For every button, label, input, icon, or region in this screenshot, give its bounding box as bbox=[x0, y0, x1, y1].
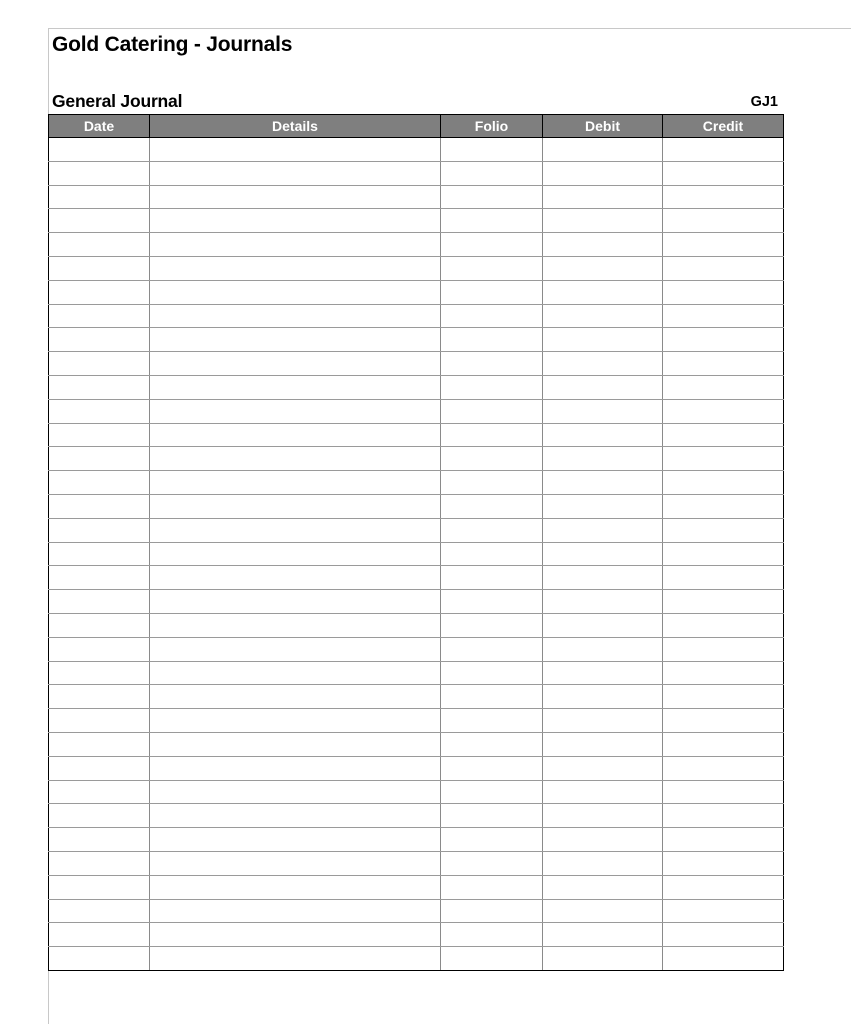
cell-debit[interactable] bbox=[543, 709, 663, 733]
cell-folio[interactable] bbox=[441, 447, 543, 471]
journal-header-row bbox=[49, 115, 784, 138]
cell-debit[interactable] bbox=[543, 138, 663, 162]
cell-debit[interactable] bbox=[543, 209, 663, 233]
journal-table bbox=[48, 114, 784, 971]
cell-details[interactable] bbox=[150, 613, 441, 637]
cell-date[interactable] bbox=[49, 518, 150, 542]
cell-credit[interactable] bbox=[663, 399, 784, 423]
cell-date[interactable] bbox=[49, 256, 150, 280]
table-row bbox=[49, 756, 784, 780]
cell-details[interactable] bbox=[150, 590, 441, 614]
cell-debit[interactable] bbox=[543, 851, 663, 875]
cell-folio[interactable] bbox=[441, 328, 543, 352]
cell-credit[interactable] bbox=[663, 756, 784, 780]
table-row bbox=[49, 375, 784, 399]
column-header-credit: Credit bbox=[663, 115, 784, 138]
cell-date[interactable] bbox=[49, 923, 150, 947]
cell-debit[interactable] bbox=[543, 233, 663, 257]
cell-details[interactable] bbox=[150, 923, 441, 947]
cell-folio[interactable] bbox=[441, 804, 543, 828]
cell-details[interactable] bbox=[150, 304, 441, 328]
cell-folio[interactable] bbox=[441, 423, 543, 447]
cell-credit[interactable] bbox=[663, 494, 784, 518]
cell-debit[interactable] bbox=[543, 685, 663, 709]
cell-details[interactable] bbox=[150, 542, 441, 566]
table-row bbox=[49, 590, 784, 614]
cell-date[interactable] bbox=[49, 447, 150, 471]
cell-credit[interactable] bbox=[663, 256, 784, 280]
cell-date[interactable] bbox=[49, 732, 150, 756]
cell-folio[interactable] bbox=[441, 685, 543, 709]
cell-date[interactable] bbox=[49, 851, 150, 875]
cell-credit[interactable] bbox=[663, 875, 784, 899]
cell-folio[interactable] bbox=[441, 375, 543, 399]
cell-details[interactable] bbox=[150, 899, 441, 923]
cell-credit[interactable] bbox=[663, 233, 784, 257]
cell-date[interactable] bbox=[49, 661, 150, 685]
cell-folio[interactable] bbox=[441, 875, 543, 899]
cell-details[interactable] bbox=[150, 328, 441, 352]
cell-folio[interactable] bbox=[441, 233, 543, 257]
cell-folio[interactable] bbox=[441, 851, 543, 875]
cell-credit[interactable] bbox=[663, 471, 784, 495]
table-row bbox=[49, 947, 784, 971]
table-row bbox=[49, 804, 784, 828]
table-row bbox=[49, 161, 784, 185]
cell-debit[interactable] bbox=[543, 161, 663, 185]
cell-credit[interactable] bbox=[663, 375, 784, 399]
cell-details[interactable] bbox=[150, 280, 441, 304]
cell-folio[interactable] bbox=[441, 542, 543, 566]
cell-credit[interactable] bbox=[663, 637, 784, 661]
column-header-date: Date bbox=[49, 115, 150, 138]
table-row bbox=[49, 518, 784, 542]
cell-debit[interactable] bbox=[543, 185, 663, 209]
cell-credit[interactable] bbox=[663, 685, 784, 709]
cell-debit[interactable] bbox=[543, 471, 663, 495]
cell-folio[interactable] bbox=[441, 352, 543, 376]
cell-folio[interactable] bbox=[441, 899, 543, 923]
cell-details[interactable] bbox=[150, 637, 441, 661]
cell-debit[interactable] bbox=[543, 780, 663, 804]
cell-debit[interactable] bbox=[543, 328, 663, 352]
table-row bbox=[49, 447, 784, 471]
cell-details[interactable] bbox=[150, 709, 441, 733]
table-row bbox=[49, 328, 784, 352]
cell-date[interactable] bbox=[49, 756, 150, 780]
cell-date[interactable] bbox=[49, 875, 150, 899]
cell-debit[interactable] bbox=[543, 518, 663, 542]
cell-details[interactable] bbox=[150, 352, 441, 376]
cell-folio[interactable] bbox=[441, 138, 543, 162]
cell-credit[interactable] bbox=[663, 518, 784, 542]
table-row bbox=[49, 923, 784, 947]
cell-credit[interactable] bbox=[663, 209, 784, 233]
cell-details[interactable] bbox=[150, 947, 441, 971]
cell-credit[interactable] bbox=[663, 804, 784, 828]
cell-details[interactable] bbox=[150, 209, 441, 233]
cell-debit[interactable] bbox=[543, 399, 663, 423]
cell-folio[interactable] bbox=[441, 947, 543, 971]
cell-folio[interactable] bbox=[441, 590, 543, 614]
cell-date[interactable] bbox=[49, 138, 150, 162]
cell-folio[interactable] bbox=[441, 923, 543, 947]
table-row bbox=[49, 780, 784, 804]
cell-folio[interactable] bbox=[441, 256, 543, 280]
table-row bbox=[49, 399, 784, 423]
table-row bbox=[49, 899, 784, 923]
cell-details[interactable] bbox=[150, 471, 441, 495]
cell-details[interactable] bbox=[150, 661, 441, 685]
cell-debit[interactable] bbox=[543, 590, 663, 614]
cell-debit[interactable] bbox=[543, 613, 663, 637]
table-row bbox=[49, 875, 784, 899]
table-row bbox=[49, 233, 784, 257]
cell-date[interactable] bbox=[49, 947, 150, 971]
cell-date[interactable] bbox=[49, 161, 150, 185]
cell-details[interactable] bbox=[150, 375, 441, 399]
cell-details[interactable] bbox=[150, 875, 441, 899]
cell-credit[interactable] bbox=[663, 613, 784, 637]
cell-debit[interactable] bbox=[543, 947, 663, 971]
cell-credit[interactable] bbox=[663, 732, 784, 756]
cell-credit[interactable] bbox=[663, 947, 784, 971]
cell-folio[interactable] bbox=[441, 304, 543, 328]
cell-folio[interactable] bbox=[441, 661, 543, 685]
cell-folio[interactable] bbox=[441, 732, 543, 756]
cell-folio[interactable] bbox=[441, 780, 543, 804]
cell-debit[interactable] bbox=[543, 494, 663, 518]
table-row bbox=[49, 709, 784, 733]
cell-details[interactable] bbox=[150, 566, 441, 590]
cell-date[interactable] bbox=[49, 352, 150, 376]
cell-details[interactable] bbox=[150, 423, 441, 447]
column-header-details: Details bbox=[150, 115, 441, 138]
cell-debit[interactable] bbox=[543, 447, 663, 471]
table-row bbox=[49, 209, 784, 233]
cell-folio[interactable] bbox=[441, 471, 543, 495]
table-row bbox=[49, 423, 784, 447]
cell-credit[interactable] bbox=[663, 328, 784, 352]
cell-date[interactable] bbox=[49, 375, 150, 399]
cell-details[interactable] bbox=[150, 518, 441, 542]
journal-subtitle: General Journal bbox=[52, 91, 183, 111]
cell-credit[interactable] bbox=[663, 447, 784, 471]
table-row bbox=[49, 256, 784, 280]
cell-details[interactable] bbox=[150, 494, 441, 518]
journal-body bbox=[49, 138, 784, 971]
cell-folio[interactable] bbox=[441, 280, 543, 304]
cell-credit[interactable] bbox=[663, 899, 784, 923]
table-row bbox=[49, 732, 784, 756]
table-row bbox=[49, 471, 784, 495]
table-row bbox=[49, 185, 784, 209]
cell-date[interactable] bbox=[49, 185, 150, 209]
cell-folio[interactable] bbox=[441, 209, 543, 233]
cell-debit[interactable] bbox=[543, 375, 663, 399]
cell-date[interactable] bbox=[49, 209, 150, 233]
cell-debit[interactable] bbox=[543, 899, 663, 923]
table-row bbox=[49, 851, 784, 875]
cell-date[interactable] bbox=[49, 423, 150, 447]
cell-date[interactable] bbox=[49, 709, 150, 733]
table-row bbox=[49, 637, 784, 661]
table-row bbox=[49, 542, 784, 566]
cell-credit[interactable] bbox=[663, 138, 784, 162]
cell-credit[interactable] bbox=[663, 423, 784, 447]
table-row bbox=[49, 304, 784, 328]
cell-date[interactable] bbox=[49, 233, 150, 257]
cell-debit[interactable] bbox=[543, 756, 663, 780]
journal-reference: GJ1 bbox=[750, 94, 778, 110]
table-row bbox=[49, 494, 784, 518]
cell-date[interactable] bbox=[49, 494, 150, 518]
table-row bbox=[49, 138, 784, 162]
cell-debit[interactable] bbox=[543, 566, 663, 590]
cell-debit[interactable] bbox=[543, 804, 663, 828]
cell-credit[interactable] bbox=[663, 542, 784, 566]
cell-date[interactable] bbox=[49, 280, 150, 304]
cell-credit[interactable] bbox=[663, 280, 784, 304]
cell-credit[interactable] bbox=[663, 780, 784, 804]
cell-date[interactable] bbox=[49, 780, 150, 804]
cell-folio[interactable] bbox=[441, 161, 543, 185]
page-top-border bbox=[48, 28, 851, 29]
cell-debit[interactable] bbox=[543, 875, 663, 899]
cell-debit[interactable] bbox=[543, 661, 663, 685]
cell-credit[interactable] bbox=[663, 352, 784, 376]
cell-date[interactable] bbox=[49, 899, 150, 923]
cell-date[interactable] bbox=[49, 828, 150, 852]
cell-debit[interactable] bbox=[543, 304, 663, 328]
cell-debit[interactable] bbox=[543, 542, 663, 566]
cell-folio[interactable] bbox=[441, 566, 543, 590]
cell-credit[interactable] bbox=[663, 304, 784, 328]
cell-credit[interactable] bbox=[663, 590, 784, 614]
cell-credit[interactable] bbox=[663, 161, 784, 185]
cell-folio[interactable] bbox=[441, 709, 543, 733]
table-row bbox=[49, 352, 784, 376]
cell-date[interactable] bbox=[49, 613, 150, 637]
cell-credit[interactable] bbox=[663, 851, 784, 875]
cell-debit[interactable] bbox=[543, 828, 663, 852]
cell-details[interactable] bbox=[150, 732, 441, 756]
table-row bbox=[49, 828, 784, 852]
table-row bbox=[49, 613, 784, 637]
cell-folio[interactable] bbox=[441, 518, 543, 542]
cell-details[interactable] bbox=[150, 804, 441, 828]
cell-folio[interactable] bbox=[441, 828, 543, 852]
table-row bbox=[49, 280, 784, 304]
cell-credit[interactable] bbox=[663, 709, 784, 733]
cell-debit[interactable] bbox=[543, 732, 663, 756]
cell-date[interactable] bbox=[49, 566, 150, 590]
cell-date[interactable] bbox=[49, 471, 150, 495]
cell-details[interactable] bbox=[150, 780, 441, 804]
cell-date[interactable] bbox=[49, 399, 150, 423]
cell-details[interactable] bbox=[150, 399, 441, 423]
cell-credit[interactable] bbox=[663, 661, 784, 685]
table-row bbox=[49, 661, 784, 685]
cell-debit[interactable] bbox=[543, 352, 663, 376]
cell-debit[interactable] bbox=[543, 637, 663, 661]
cell-details[interactable] bbox=[150, 256, 441, 280]
cell-details[interactable] bbox=[150, 828, 441, 852]
cell-debit[interactable] bbox=[543, 256, 663, 280]
cell-debit[interactable] bbox=[543, 423, 663, 447]
cell-details[interactable] bbox=[150, 233, 441, 257]
cell-folio[interactable] bbox=[441, 613, 543, 637]
cell-date[interactable] bbox=[49, 804, 150, 828]
cell-date[interactable] bbox=[49, 328, 150, 352]
cell-details[interactable] bbox=[150, 851, 441, 875]
cell-credit[interactable] bbox=[663, 828, 784, 852]
cell-details[interactable] bbox=[150, 138, 441, 162]
cell-folio[interactable] bbox=[441, 494, 543, 518]
cell-folio[interactable] bbox=[441, 399, 543, 423]
table-row bbox=[49, 685, 784, 709]
cell-date[interactable] bbox=[49, 590, 150, 614]
cell-details[interactable] bbox=[150, 447, 441, 471]
cell-folio[interactable] bbox=[441, 756, 543, 780]
cell-details[interactable] bbox=[150, 685, 441, 709]
cell-folio[interactable] bbox=[441, 185, 543, 209]
column-header-folio: Folio bbox=[441, 115, 543, 138]
cell-date[interactable] bbox=[49, 304, 150, 328]
cell-date[interactable] bbox=[49, 542, 150, 566]
page-title: Gold Catering - Journals bbox=[52, 33, 293, 56]
cell-details[interactable] bbox=[150, 161, 441, 185]
cell-credit[interactable] bbox=[663, 185, 784, 209]
column-header-debit: Debit bbox=[543, 115, 663, 138]
cell-credit[interactable] bbox=[663, 566, 784, 590]
table-row bbox=[49, 566, 784, 590]
cell-date[interactable] bbox=[49, 685, 150, 709]
cell-folio[interactable] bbox=[441, 637, 543, 661]
cell-details[interactable] bbox=[150, 185, 441, 209]
cell-debit[interactable] bbox=[543, 280, 663, 304]
cell-debit[interactable] bbox=[543, 923, 663, 947]
cell-date[interactable] bbox=[49, 637, 150, 661]
cell-details[interactable] bbox=[150, 756, 441, 780]
cell-credit[interactable] bbox=[663, 923, 784, 947]
